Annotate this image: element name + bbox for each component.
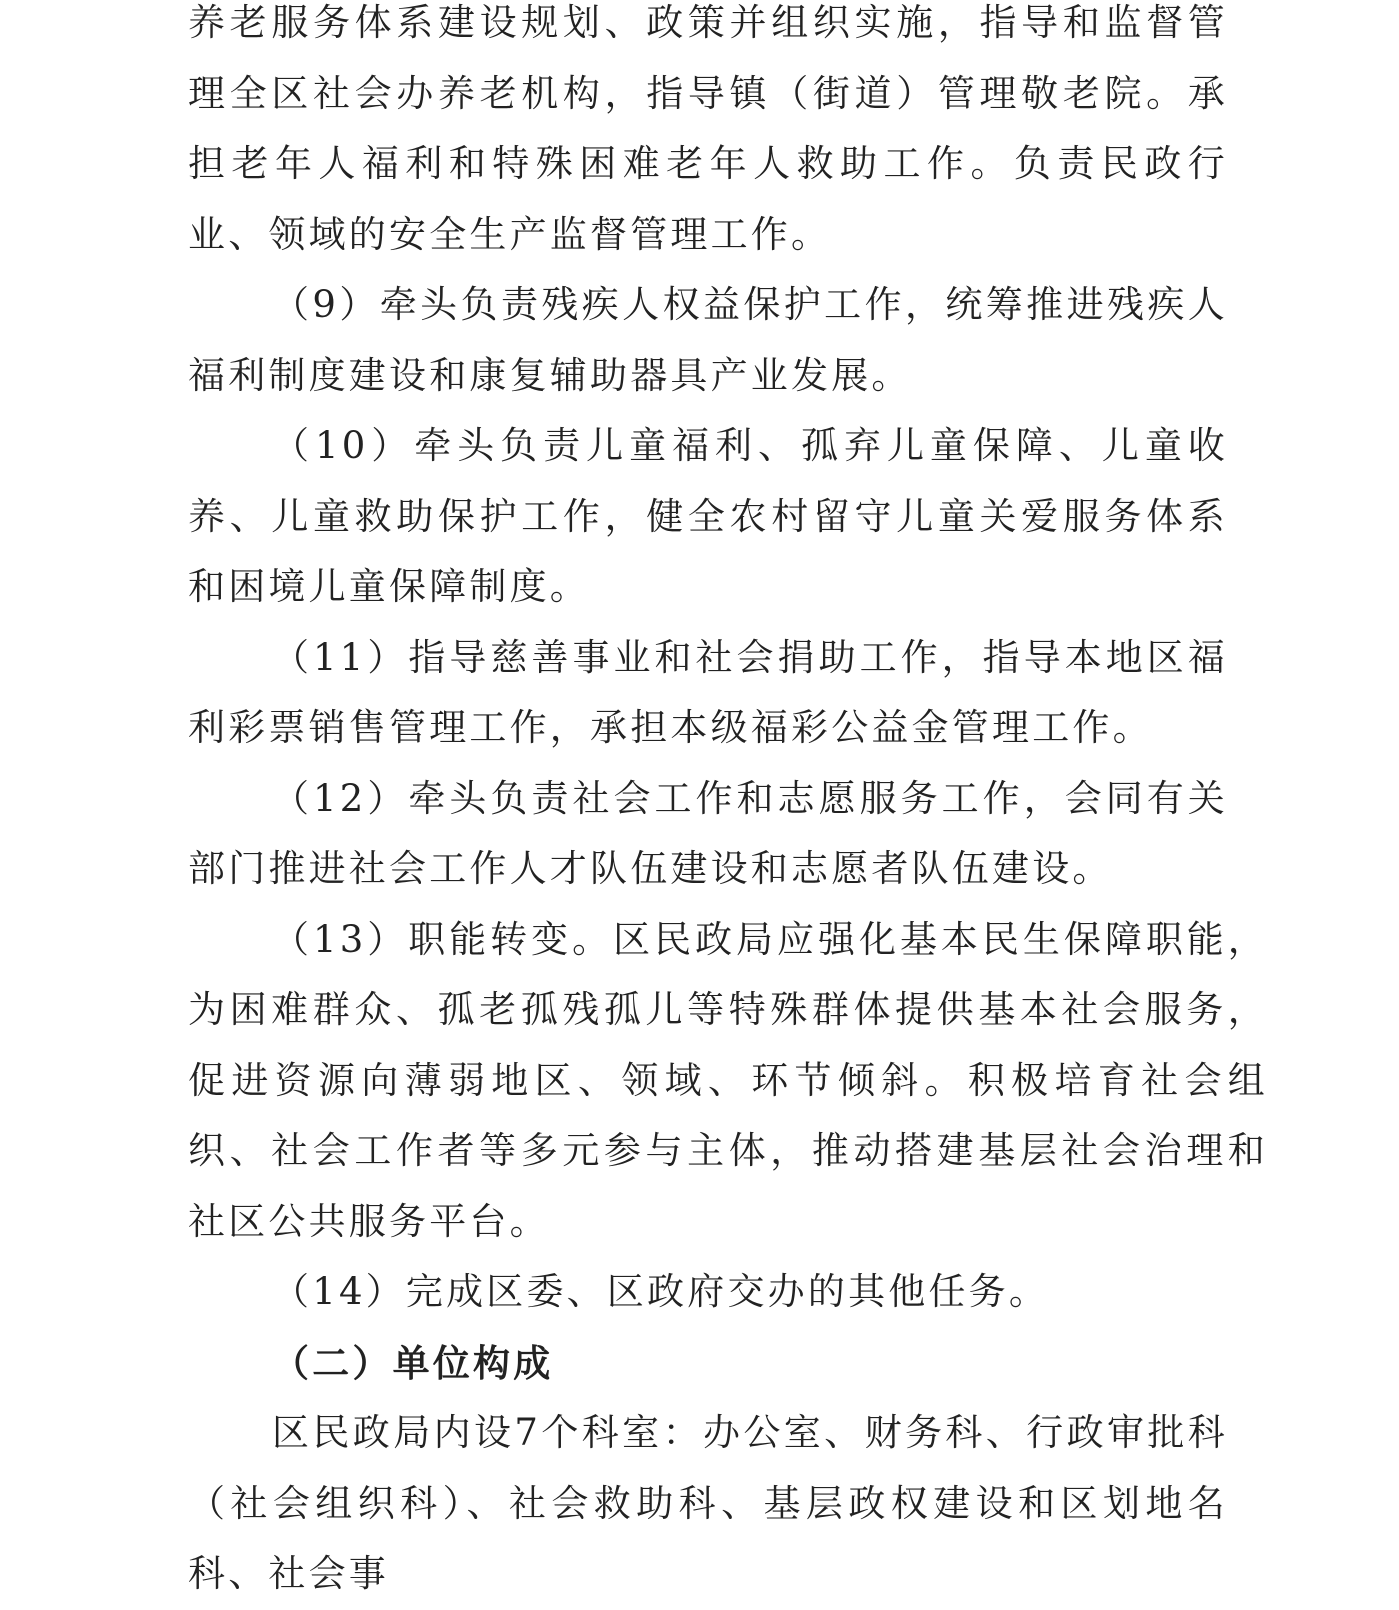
paragraph-item-14: （14）完成区委、区政府交办的其他任务。 xyxy=(272,1270,1050,1313)
paragraph-item-11: （11）指导慈善事业和社会捐助工作，指导本地区福利彩票销售管理工作，承担本级福彩公益金管理工作。 xyxy=(188,635,1228,749)
paragraph-item-8-continuation: 养老服务体系建设规划、政策并组织实施，指导和监督管理全区社会办养老机构，指导镇（街道）管理敬老院。承担老年人福利和特殊困难老年人救助工作。负责民政行业、领域的安全生产监督管理工作。 xyxy=(188,1,1228,256)
paragraph-item-12: （12）牵头负责社会工作和志愿服务工作，会同有关部门推进社会工作人才队伍建设和志愿者队伍建设。 xyxy=(188,776,1228,890)
document-body xyxy=(188,0,1268,1610)
section-heading-unit-composition: （二）单位构成 xyxy=(272,1340,554,1385)
paragraph-unit-composition: 区民政局内设7个科室：办公室、财务科、行政审批科（社会组织科）、社会救助科、基层政权建设和区划地名科、社会事 xyxy=(188,1411,1228,1595)
paragraph-item-9: （9）牵头负责残疾人权益保护工作，统筹推进残疾人福利制度建设和康复辅助器具产业发展。 xyxy=(188,283,1228,397)
paragraph-item-10: （10）牵头负责儿童福利、孤弃儿童保障、儿童收养、儿童救助保护工作，健全农村留守儿童关爱服务体系和困境儿童保障制度。 xyxy=(188,424,1228,608)
paragraph-item-13: （13）职能转变。区民政局应强化基本民生保障职能，为困难群众、孤老孤残孤儿等特殊群体提供基本社会服务，促进资源向薄弱地区、领域、环节倾斜。积极培育社会组织、社会工作者等多元参与主体，推动搭建基层社会治理和社区公共服务平台。 xyxy=(188,917,1268,1243)
